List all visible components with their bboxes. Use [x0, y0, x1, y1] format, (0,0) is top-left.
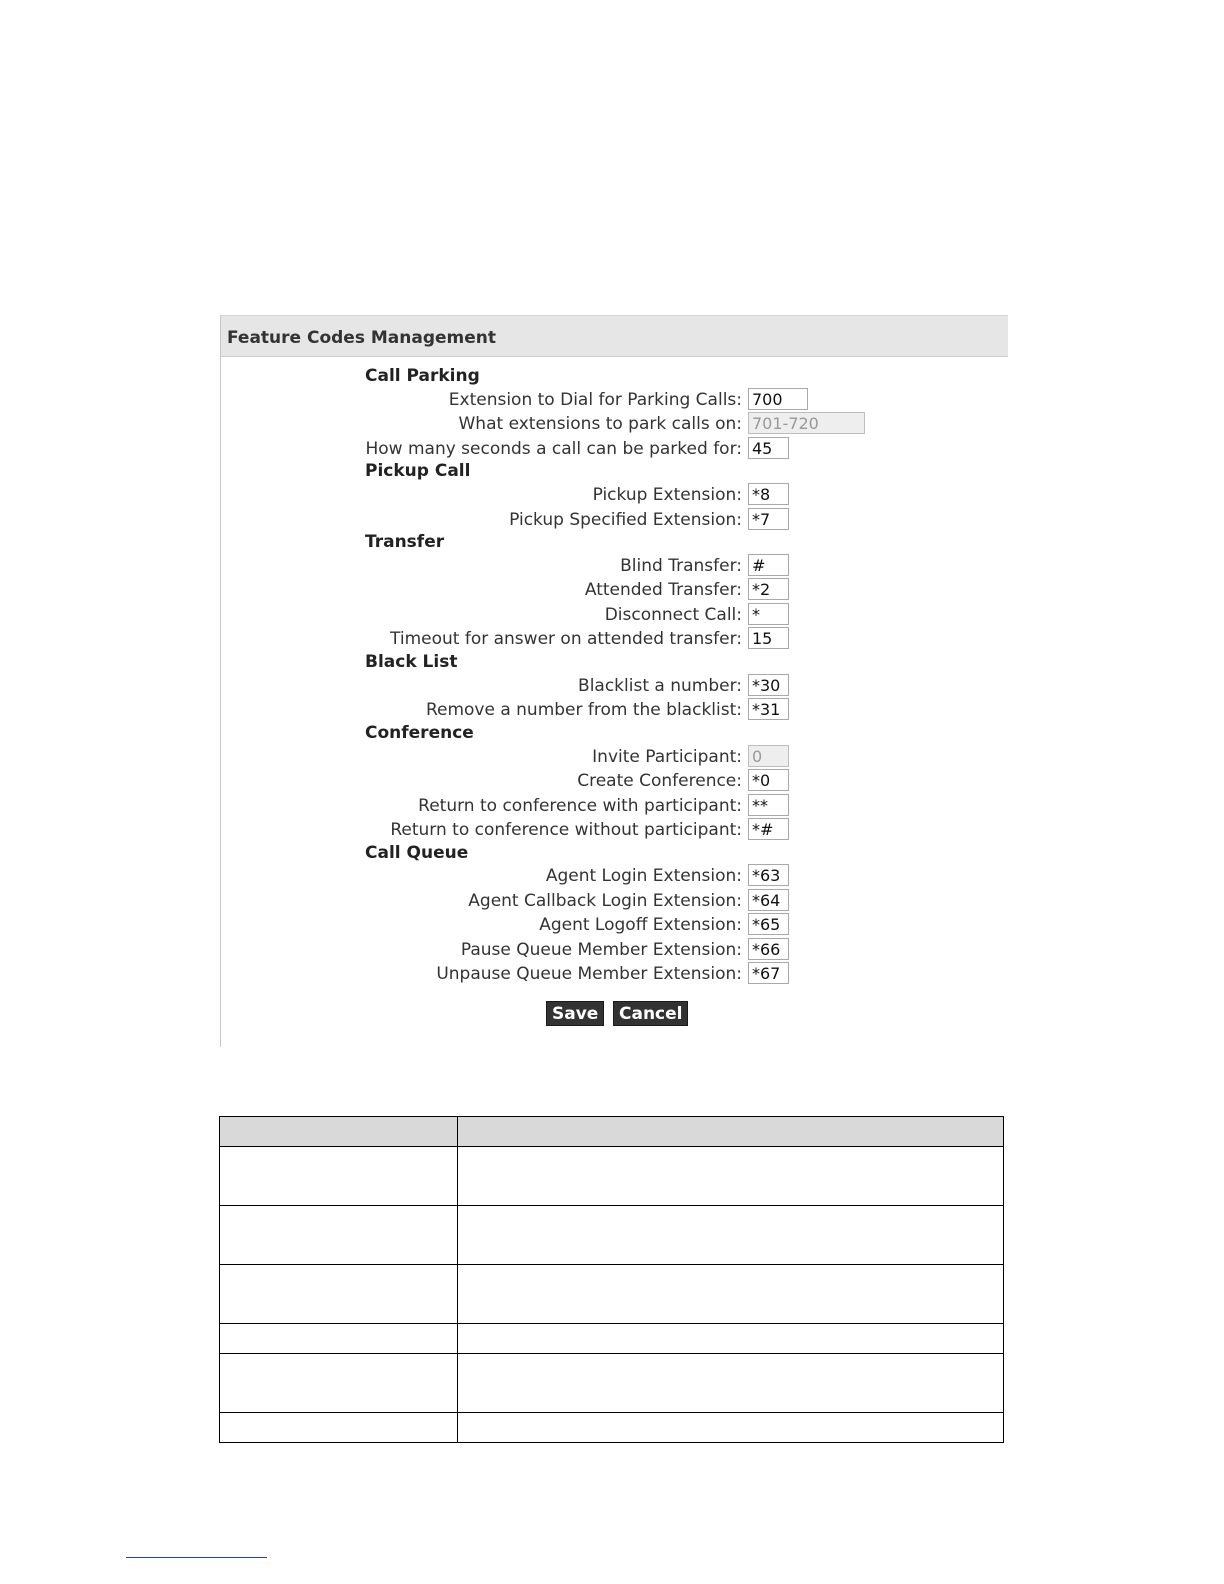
- transfer-timeout-label: Timeout for answer on attended transfer:: [389, 629, 742, 649]
- panel-title: Feature Codes Management: [227, 328, 497, 348]
- park-on-label: What extensions to park calls on:: [458, 414, 742, 434]
- return-with-participant-label: Return to conference with participant:: [418, 796, 742, 816]
- return-without-participant-label: Return to conference without participant:: [390, 820, 742, 840]
- section-call-parking: Call Parking: [365, 366, 480, 386]
- section-black-list: Black List: [365, 652, 458, 672]
- table-cell: [458, 1324, 1004, 1354]
- table-row: [220, 1265, 1004, 1324]
- table-cell: [220, 1206, 458, 1265]
- blacklist-remove-input[interactable]: [748, 698, 789, 720]
- transfer-timeout-input[interactable]: [748, 627, 789, 649]
- table-header-cell: [458, 1117, 1004, 1147]
- table-row: [220, 1147, 1004, 1206]
- table-row: [220, 1354, 1004, 1413]
- table-cell: [458, 1413, 1004, 1443]
- table-row: [220, 1413, 1004, 1443]
- section-call-queue: Call Queue: [365, 843, 469, 863]
- table-cell: [220, 1265, 458, 1324]
- feature-codes-panel: [220, 315, 1008, 1047]
- attended-transfer-input[interactable]: [748, 578, 789, 600]
- pickup-extension-label: Pickup Extension:: [592, 485, 742, 505]
- pause-member-label: Pause Queue Member Extension:: [460, 940, 742, 960]
- unpause-member-label: Unpause Queue Member Extension:: [436, 964, 742, 984]
- agent-logoff-input[interactable]: [748, 913, 789, 935]
- agent-login-input[interactable]: [748, 864, 789, 886]
- table-cell: [458, 1354, 1004, 1413]
- pickup-specified-input[interactable]: [748, 508, 789, 530]
- blind-transfer-label: Blind Transfer:: [620, 556, 742, 576]
- parking-extension-input[interactable]: [748, 388, 808, 410]
- agent-callback-label: Agent Callback Login Extension:: [468, 891, 742, 911]
- blacklist-remove-label: Remove a number from the blacklist:: [425, 700, 742, 720]
- section-transfer: Transfer: [365, 532, 445, 552]
- pickup-specified-label: Pickup Specified Extension:: [509, 510, 742, 530]
- table-cell: [458, 1147, 1004, 1206]
- panel-header: [221, 315, 1008, 357]
- pause-member-input[interactable]: [748, 938, 789, 960]
- return-without-participant-input[interactable]: [748, 818, 789, 840]
- invite-participant-label: Invite Participant:: [592, 747, 742, 767]
- park-on-input: [748, 412, 865, 434]
- table-row: [220, 1206, 1004, 1265]
- create-conference-label: Create Conference:: [577, 771, 742, 791]
- footnote-separator: [126, 1557, 267, 1558]
- table-cell: [220, 1147, 458, 1206]
- table-header-cell: [220, 1117, 458, 1147]
- return-with-participant-input[interactable]: [748, 794, 789, 816]
- agent-login-label: Agent Login Extension:: [545, 866, 742, 886]
- section-pickup-call: Pickup Call: [365, 461, 471, 481]
- blacklist-add-input[interactable]: [748, 674, 789, 696]
- disconnect-call-input[interactable]: [748, 603, 789, 625]
- pickup-extension-input[interactable]: [748, 483, 789, 505]
- attended-transfer-label: Attended Transfer:: [584, 580, 742, 600]
- park-seconds-input[interactable]: [748, 437, 789, 459]
- create-conference-input[interactable]: [748, 769, 789, 791]
- blacklist-add-label: Blacklist a number:: [578, 676, 742, 696]
- blind-transfer-input[interactable]: [748, 554, 789, 576]
- table-cell: [220, 1324, 458, 1354]
- table-row: [220, 1324, 1004, 1354]
- table-header-row: [220, 1117, 1004, 1147]
- parking-extension-label: Extension to Dial for Parking Calls:: [448, 390, 742, 410]
- table-cell: [458, 1206, 1004, 1265]
- description-table: [219, 1116, 1004, 1443]
- invite-participant-input: [748, 745, 789, 767]
- park-seconds-label: How many seconds a call can be parked for:: [365, 439, 742, 459]
- save-button[interactable]: Save: [546, 1001, 604, 1026]
- table-cell: [458, 1265, 1004, 1324]
- disconnect-call-label: Disconnect Call:: [604, 605, 742, 625]
- table-cell: [220, 1354, 458, 1413]
- agent-logoff-label: Agent Logoff Extension:: [539, 915, 742, 935]
- table-cell: [220, 1413, 458, 1443]
- cancel-button[interactable]: Cancel: [613, 1001, 688, 1026]
- agent-callback-input[interactable]: [748, 889, 789, 911]
- unpause-member-input[interactable]: [748, 962, 789, 984]
- section-conference: Conference: [365, 723, 474, 743]
